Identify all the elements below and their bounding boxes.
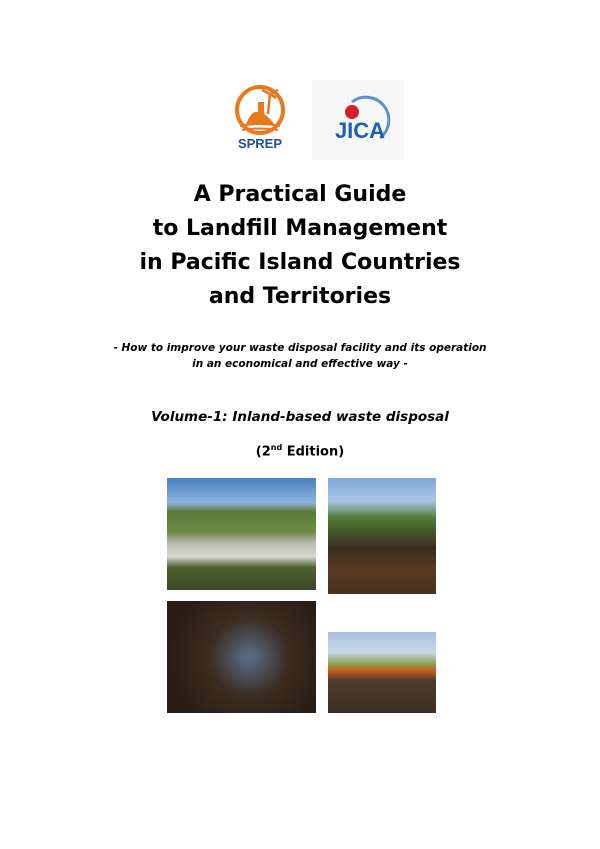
edition-label [0,443,600,459]
svg-text:JICA: JICA [334,118,386,143]
photo-workers-in-pit [167,601,316,713]
photo-gas-vent-pipe [328,478,436,594]
title-line: and Territories [208,284,392,309]
photo-excavator [328,632,436,713]
jica-logo [312,80,404,160]
title-line: to Landfill Management [152,216,448,241]
svg-text:SPREP: SPREP [237,136,283,151]
photo-concrete-structures [167,478,316,590]
edition-text: Edition) [282,444,345,460]
volume-label: Volume-1: Inland-based waste disposal [151,409,449,425]
subtitle-line: in an economical and effective way - [192,358,408,370]
title-line: in Pacific Island Countries [139,250,461,275]
edition-suffix: nd [270,443,283,452]
edition-number: (2 [255,444,271,460]
subtitle-line: - How to improve your waste disposal facility and its operation [113,342,487,354]
document-title [0,178,600,314]
sprep-logo [228,84,292,152]
subtitle [0,340,600,372]
title-line: A Practical Guide [193,182,407,207]
